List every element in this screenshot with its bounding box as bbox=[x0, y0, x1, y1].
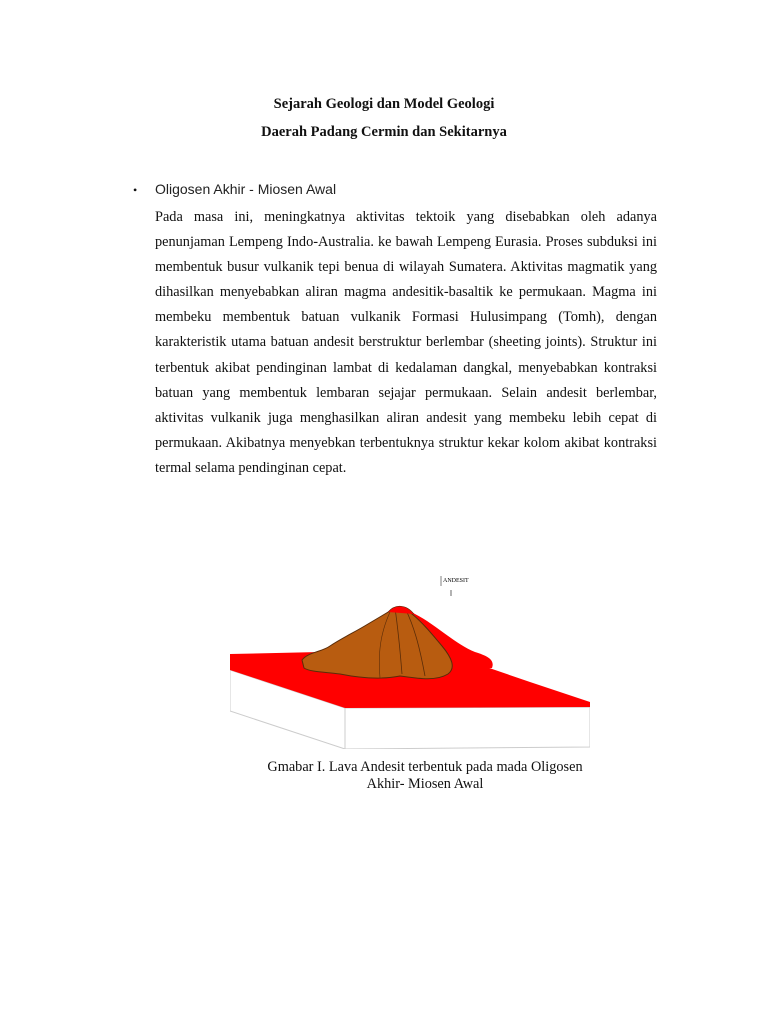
document-title-line1: Sejarah Geologi dan Model Geologi bbox=[273, 96, 495, 112]
block-diagram bbox=[230, 574, 590, 749]
figure-caption-line1: Gmabar I. Lava Andesit terbentuk pada mada Oligosen bbox=[267, 759, 583, 775]
document-title-line2: Daerah Padang Cermin dan Sekitarnya bbox=[261, 124, 507, 140]
bullet-icon: • bbox=[133, 183, 138, 197]
lava-body bbox=[302, 607, 452, 679]
figure-caption-line2: Akhir- Miosen Awal bbox=[366, 776, 484, 792]
block-front-side bbox=[345, 707, 590, 749]
section-heading-row bbox=[133, 180, 336, 199]
figure-caption bbox=[230, 759, 620, 793]
section-paragraph: Pada masa ini, meningkatnya aktivitas tektoik yang disebabkan oleh adanya penunjaman Lempeng Indo-Australia. ke bawah Lempeng Eurasia. Proses subduksi ini membentuk busur vulkanik tepi benua di wilayah Sumatera. Aktivitas magmatik yang dihasilkan menyebabkan aliran magma andesitik-basaltik ke permukaan. Magma ini membeku membentuk batuan vulkanik Formasi Hulusimpang (Tomh), dengan karakteristik utama batuan andesit berstruktur berlembar (sheeting joints). Struktur ini terbentuk akibat pendinginan lambat di kedalaman dangkal, menyebabkan kontraksi batuan yang membentuk lembaran sejajar permukaan. Selain andesit berlembar, aktivitas vulkanik juga menghasilkan aliran andesit yang membeku lebih cepat di permukaan. Akibatnya menyebkan terbentuknya struktur kekar kolom akibat kontraksi termal selama pendinginan cepat. bbox=[155, 209, 657, 476]
andesit-label: ANDESIT bbox=[443, 578, 469, 584]
andesite-lava-figure bbox=[230, 574, 590, 749]
section-heading: Oligosen Akhir - Miosen Awal bbox=[155, 181, 337, 197]
